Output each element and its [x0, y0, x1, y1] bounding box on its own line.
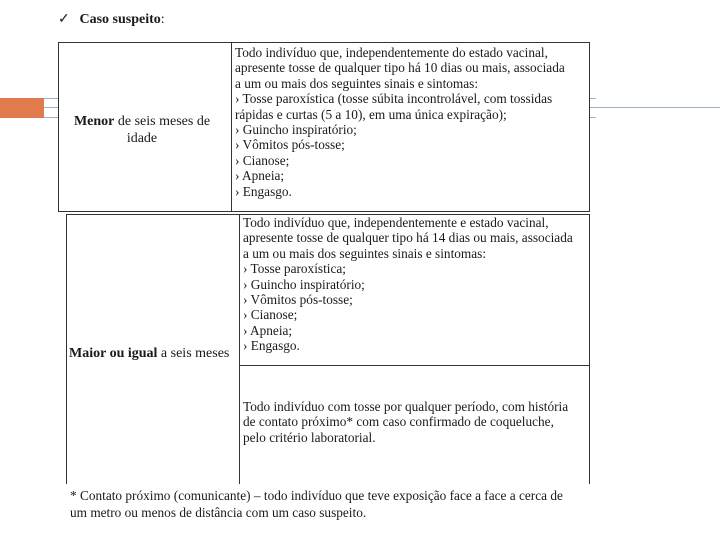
criteria-text — [235, 45, 565, 199]
criteria-line: Todo indivíduo que, independentemente e estado vacinal, — [243, 215, 549, 230]
criteria-line: de contato próximo* com caso confirmado de coqueluche, — [243, 414, 554, 430]
criteria-line: › Apneia; — [235, 168, 285, 184]
section-header — [58, 11, 165, 28]
criteria-line: › Engasgo. — [235, 183, 292, 199]
slide-accent-bar — [0, 98, 44, 118]
criteria-line: › Tosse paroxística (tosse súbita incontrolável, com tossidas — [235, 91, 553, 107]
criteria-text — [243, 215, 573, 354]
criteria-line: a um ou mais dos seguintes sinais e sintomas: — [243, 245, 487, 261]
criteria-table-under-six-months — [58, 42, 590, 212]
criteria-line: › Guincho inspiratório; — [243, 276, 365, 292]
contact-criteria-text — [243, 399, 568, 445]
age-group-label-bold: Menor — [73, 114, 115, 129]
criteria-line: pelo critério laboratorial. — [243, 429, 376, 445]
criteria-line: Todo indivíduo com tosse por qualquer período, com história — [243, 399, 569, 414]
column-divider — [231, 43, 232, 211]
row-divider — [239, 365, 589, 366]
criteria-line: › Vômitos pós-tosse; — [243, 292, 353, 308]
criteria-line: rápidas e curtas (5 a 10), em uma única expiração); — [235, 106, 507, 122]
header-colon: : — [160, 12, 165, 27]
criteria-line: › Cianose; — [243, 307, 298, 323]
criteria-line: › Cianose; — [235, 152, 290, 168]
age-group-label — [69, 345, 239, 362]
age-group-label-rest: a seis meses — [160, 346, 230, 361]
age-group-label-rest: de seis meses de idade — [117, 114, 211, 146]
criteria-line: › Tosse paroxística; — [243, 261, 346, 277]
criteria-table-six-months-or-more — [66, 214, 590, 484]
criteria-line: › Apneia; — [243, 322, 293, 338]
criteria-line: apresente tosse de qualquer tipo há 10 dias ou mais, associada — [235, 60, 565, 76]
criteria-line: a um ou mais dos seguintes sinais e sintomas: — [235, 75, 479, 91]
criteria-line: › Vômitos pós-tosse; — [235, 137, 345, 153]
age-group-label-bold: Maior ou igual — [69, 346, 158, 361]
footnote-line: um metro ou menos de distância com um caso suspeito. — [70, 505, 367, 520]
header-label: Caso suspeito — [79, 12, 161, 27]
footnote — [70, 487, 563, 521]
footnote-line: * Contato próximo (comunicante) – todo indivíduo que teve exposição face a face a cerca de — [70, 488, 563, 503]
column-divider — [239, 215, 240, 484]
criteria-line: Todo indivíduo que, independentemente do estado vacinal, — [235, 45, 548, 60]
criteria-line: › Guincho inspiratório; — [235, 122, 357, 138]
age-group-label — [67, 113, 217, 147]
checkmark-icon: ✓ — [58, 12, 70, 27]
criteria-line: › Engasgo. — [243, 338, 300, 354]
criteria-line: apresente tosse de qualquer tipo há 14 dias ou mais, associada — [243, 230, 573, 246]
